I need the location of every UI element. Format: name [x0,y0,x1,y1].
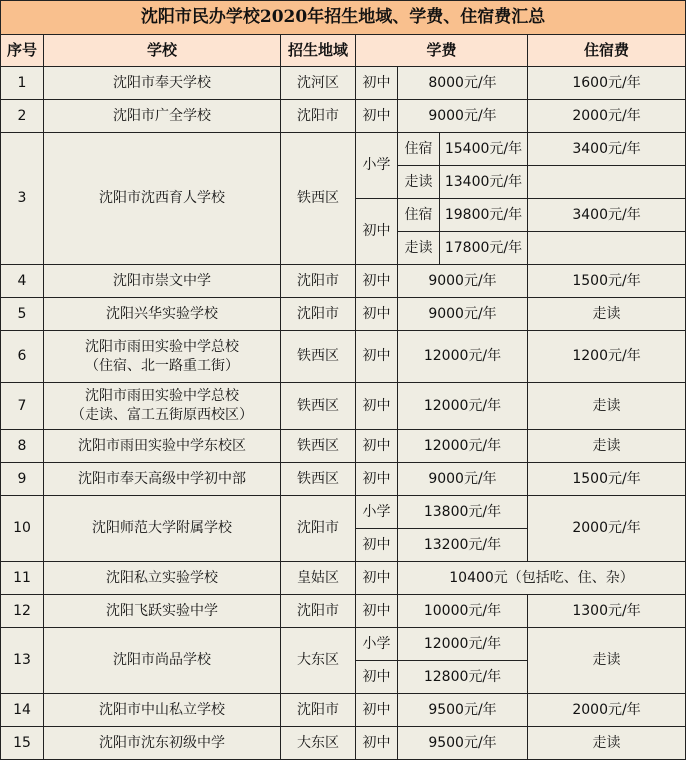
tuition-note: 10400元（包括吃、住、杂） [398,562,686,595]
school-name-line: 沈阳私立实验学校 [106,569,218,586]
school-name [44,265,281,298]
boarding-type: 住宿 [398,133,440,166]
school-name-line: 沈阳市崇文中学 [113,272,211,289]
header-no: 序号 [1,35,44,67]
enroll-area: 沈阳市 [281,595,356,628]
enroll-area: 皇姑区 [281,562,356,595]
school-level: 初中 [356,562,398,595]
tuition-fee: 9000元/年 [398,298,528,331]
enroll-area: 沈阳市 [281,496,356,562]
enroll-area: 沈阳市 [281,298,356,331]
row-number: 8 [1,430,44,463]
header-fee: 学费 [356,35,528,67]
enroll-area: 铁西区 [281,133,356,265]
row-number: 14 [1,694,44,727]
table-row [1,727,686,760]
boarding-type: 住宿 [398,199,440,232]
dorm-fee: 走读 [528,298,686,331]
tuition-fee: 13200元/年 [398,529,528,562]
row-number: 5 [1,298,44,331]
enroll-area: 铁西区 [281,383,356,430]
table-row [1,496,686,529]
row-number: 3 [1,133,44,265]
dorm-fee: 2000元/年 [528,100,686,133]
tuition-fee: 9500元/年 [398,694,528,727]
school-name [44,694,281,727]
table-title: 沈阳市民办学校2020年招生地域、学费、住宿费汇总 [1,1,686,35]
school-level: 初中 [356,100,398,133]
school-name-line: 沈阳飞跃实验中学 [106,602,218,619]
school-name [44,67,281,100]
tuition-fee: 12000元/年 [398,430,528,463]
tuition-fee: 9000元/年 [398,463,528,496]
row-number: 4 [1,265,44,298]
boarding-type: 走读 [398,232,440,265]
dorm-fee [528,166,686,199]
tuition-fee: 15400元/年 [440,133,528,166]
row-number: 10 [1,496,44,562]
school-level: 小学 [356,628,398,661]
school-level: 初中 [356,383,398,430]
school-name [44,100,281,133]
dorm-fee: 2000元/年 [528,496,686,562]
tuition-fee: 12000元/年 [398,383,528,430]
school-level: 初中 [356,265,398,298]
tuition-fee: 19800元/年 [440,199,528,232]
table-row [1,595,686,628]
school-name-line: 沈阳市雨田实验中学总校 [85,338,239,355]
row-number: 12 [1,595,44,628]
school-name [44,562,281,595]
tuition-fee: 12800元/年 [398,661,528,694]
school-level: 小学 [356,133,398,199]
header-area: 招生地域 [281,35,356,67]
dorm-fee: 走读 [528,383,686,430]
dorm-fee: 3400元/年 [528,199,686,232]
enroll-area: 大东区 [281,727,356,760]
school-name-line: 沈阳市雨田实验中学东校区 [78,437,246,454]
school-note-line: （走读、富工五街原西校区） [71,407,253,423]
enroll-area: 沈河区 [281,67,356,100]
school-level: 初中 [356,430,398,463]
school-name-line: 沈阳市广全学校 [113,107,211,124]
row-number: 1 [1,67,44,100]
school-name-line: 沈阳市沈西育人学校 [99,190,225,206]
school-name-line: 沈阳市沈东初级中学 [99,734,225,751]
table-row [1,383,686,430]
school-level: 初中 [356,67,398,100]
table-row [1,67,686,100]
dorm-fee: 1500元/年 [528,463,686,496]
enroll-area: 铁西区 [281,331,356,383]
school-level: 初中 [356,694,398,727]
header-school: 学校 [44,35,281,67]
table-row [1,463,686,496]
enroll-area: 大东区 [281,628,356,694]
row-number: 11 [1,562,44,595]
school-name-line: 沈阳师范大学附属学校 [92,520,232,536]
school-level: 初中 [356,661,398,694]
school-name-line: 沈阳市雨田实验中学总校 [85,388,239,404]
enroll-area: 沈阳市 [281,100,356,133]
table-row [1,298,686,331]
table-row [1,628,686,661]
dorm-fee: 走读 [528,628,686,694]
row-number: 13 [1,628,44,694]
table-row [1,331,686,383]
table-row [1,562,686,595]
table-row [1,265,686,298]
row-number: 6 [1,331,44,383]
school-name-line: 沈阳市奉天高级中学初中部 [78,470,246,487]
tuition-fee: 13800元/年 [398,496,528,529]
dorm-fee: 1200元/年 [528,331,686,383]
school-name [44,133,281,265]
school-name-line: 沈阳市尚品学校 [113,652,211,668]
dorm-fee: 1300元/年 [528,595,686,628]
dorm-fee [528,232,686,265]
table-row [1,133,686,166]
boarding-type: 走读 [398,166,440,199]
row-number: 15 [1,727,44,760]
tuition-fee: 12000元/年 [398,331,528,383]
table-row [1,694,686,727]
tuition-fee: 12000元/年 [398,628,528,661]
school-name [44,383,281,430]
table-row [1,100,686,133]
school-name [44,331,281,383]
dorm-fee: 走读 [528,430,686,463]
enroll-area: 沈阳市 [281,265,356,298]
tuition-fee: 17800元/年 [440,232,528,265]
tuition-fee: 9000元/年 [398,100,528,133]
school-name [44,430,281,463]
enroll-area: 铁西区 [281,430,356,463]
row-number: 2 [1,100,44,133]
school-name [44,463,281,496]
school-level: 初中 [356,595,398,628]
enroll-area: 沈阳市 [281,694,356,727]
school-level: 初中 [356,463,398,496]
tuition-fee: 9000元/年 [398,265,528,298]
school-name [44,727,281,760]
school-level: 初中 [356,199,398,265]
school-name-line: 沈阳兴华实验学校 [106,305,218,322]
school-level: 小学 [356,496,398,529]
tuition-fee: 8000元/年 [398,67,528,100]
school-name [44,628,281,694]
tuition-fee: 10000元/年 [398,595,528,628]
school-level: 初中 [356,331,398,383]
school-level: 初中 [356,529,398,562]
tuition-fee: 9500元/年 [398,727,528,760]
header-dorm: 住宿费 [528,35,686,67]
dorm-fee: 2000元/年 [528,694,686,727]
school-level: 初中 [356,727,398,760]
school-name-line: 沈阳市奉天学校 [113,74,211,91]
dorm-fee: 1500元/年 [528,265,686,298]
school-name [44,298,281,331]
school-name [44,595,281,628]
tuition-fee: 13400元/年 [440,166,528,199]
enroll-area: 铁西区 [281,463,356,496]
dorm-fee: 走读 [528,727,686,760]
row-number: 9 [1,463,44,496]
row-number: 7 [1,383,44,430]
school-name [44,496,281,562]
dorm-fee: 3400元/年 [528,133,686,166]
school-level: 初中 [356,298,398,331]
school-name-line: 沈阳市中山私立学校 [99,701,225,718]
dorm-fee: 1600元/年 [528,67,686,100]
school-note-line: （住宿、北一路重工街） [85,357,239,374]
table-row [1,430,686,463]
